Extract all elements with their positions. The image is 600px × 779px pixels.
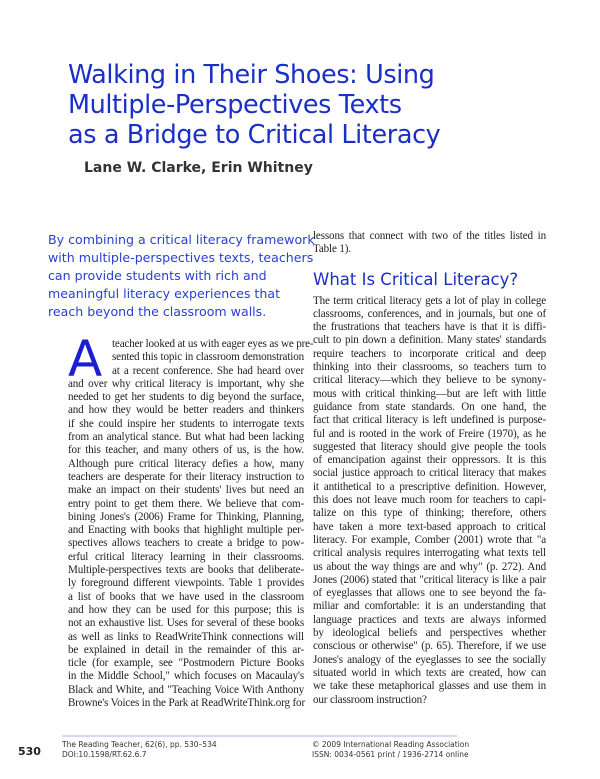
body-line: make an impact on their students' lives but need an — [68, 484, 304, 497]
body-line: critical analysis requires interrogating what texts tell — [313, 547, 546, 560]
body-line: from an analytical stance. But what had been lacking — [68, 431, 304, 444]
title-line: Walking in Their Shoes: Using — [68, 60, 435, 90]
body-line: fact that critical literacy is left undefined is purpose- — [313, 414, 546, 427]
footer-copyright — [312, 740, 469, 760]
body-line: Jones (2006) stated that "critical literacy is like a pair — [313, 573, 546, 586]
body-line: Black and White, and "Teaching Voice With Anthony — [68, 683, 304, 696]
body-line: erful critical literacy learning in their classrooms. — [68, 550, 304, 563]
intro-abstract — [48, 231, 315, 321]
body-line: Jones's analogy of the eyeglasses to see the socially — [313, 653, 546, 666]
body-line: teacher looked at us with eager eyes as we pre- — [112, 338, 314, 350]
body-line: classrooms, conferences, and in journals, but one of — [313, 307, 546, 320]
body-line: miliar and comfortable: it is an understanding that — [313, 600, 546, 613]
body-line: guidance from state standards. On one hand, the — [313, 400, 546, 413]
body-line: we take these metaphorical glasses and use them in — [313, 680, 546, 693]
left-column-body — [68, 338, 314, 710]
body-line: cult to pin down a definition. Many states' standards — [313, 334, 546, 347]
body-line: in the Middle School," which focuses on Macaulay's — [68, 670, 304, 683]
body-line: critical literacy—which they believe to be synony- — [313, 374, 546, 387]
body-line: us about the way things are and why" (p. 272). And — [313, 560, 546, 573]
body-line: entry point to get them there. We believe that com- — [68, 497, 304, 510]
body-line: and how they can be used for this purpose; this is — [68, 603, 304, 616]
title-line: as a Bridge to Critical Literacy — [68, 120, 441, 150]
body-line: teachers are desperate for their literacy instruction to — [68, 470, 304, 483]
body-line: ful and is rooted in the work of Freire (1970), as he — [313, 427, 546, 440]
right-column — [313, 230, 546, 707]
body-line: literacy. For example, Comber (2001) wrote that "a — [313, 533, 546, 546]
body-line: ticle (for example, see "Postmodern Picture Books — [68, 657, 304, 670]
body-line: be explained in detail in the remainder of this ar- — [68, 643, 304, 656]
drop-cap: A — [68, 330, 103, 388]
body-line: suggested that literacy should give people the tools — [313, 440, 546, 453]
right-column-body — [313, 295, 546, 707]
body-line: social justice approach to critical literacy that makes — [313, 467, 546, 480]
body-line: mous with critical thinking—but are left with little — [313, 387, 546, 400]
body-line: and how they would be better readers and thinkers — [68, 404, 304, 417]
body-line: Browne's Voices in the Park at ReadWriteThink.org for — [68, 697, 305, 710]
page-number: 530 — [18, 745, 41, 758]
body-line: the frustrations that teachers have is that it is diffi- — [313, 321, 546, 334]
copyright: © 2009 International Reading Association — [312, 740, 470, 749]
issn: ISSN: 0034-0561 print / 1936-2714 online — [312, 750, 469, 759]
body-line: sented this topic in classroom demonstration — [112, 351, 304, 364]
body-line: at a recent conference. She had heard over — [112, 364, 304, 377]
intro-line: can provide students with rich and — [48, 268, 267, 283]
body-line: and over why critical literacy is important, why she — [68, 377, 304, 390]
body-line: not an exhaustive list. Uses for several of these books — [68, 617, 304, 630]
body-line: lessons that connect with two of the titles listed in — [313, 230, 546, 242]
intro-line: reach beyond the classroom walls. — [48, 304, 267, 319]
footer-rule — [62, 735, 457, 737]
body-line: The term critical literacy gets a lot of play in college — [313, 294, 546, 307]
body-line: our classroom instruction? — [313, 693, 427, 706]
body-line: by ideological beliefs and perspectives whether — [313, 627, 546, 640]
body-line: spectives allows teachers to create a bridge to pow- — [68, 537, 304, 550]
body-line: this does not leave much room for teachers to capi- — [313, 494, 546, 507]
authors: Lane W. Clarke, Erin Whitney — [84, 160, 313, 176]
body-line: language practices and texts are always informed — [313, 613, 546, 626]
body-line: thinking into their classrooms, so teachers turn to — [313, 361, 546, 374]
body-line: Multiple-perspectives texts are books that deliberate- — [68, 564, 304, 577]
body-line: bining Jones's (2006) Frame for Thinking, Planning, — [68, 510, 304, 523]
body-line: ly foreground different viewpoints. Table 1 provides — [68, 577, 304, 590]
body-line: it antithetical to a prescriptive definition. However, — [313, 480, 546, 493]
body-line: Table 1). — [313, 243, 351, 256]
body-line: of emancipation against their oppressors. It is this — [313, 454, 546, 467]
intro-line: meaningful literacy experiences that — [48, 286, 281, 301]
body-line: a list of books that we have used in the classroom — [68, 590, 304, 603]
body-line: situated world in which texts are created, how can — [313, 666, 546, 679]
body-line: of eyeglasses that allows one to see beyond the fa- — [313, 587, 546, 600]
footer-citation — [62, 740, 217, 760]
body-line: and Enacting with books that highlight multiple per- — [68, 524, 304, 537]
body-line: for this teacher, and many others of us, is the how. — [68, 444, 304, 457]
body-line: talize on this type of thinking; therefore, others — [313, 507, 546, 520]
title-line: Multiple-Perspectives Texts — [68, 90, 402, 120]
body-line: have taken a more text-based approach to critical — [313, 520, 546, 533]
body-line: Although pure critical literacy defies a how, many — [68, 457, 304, 470]
intro-line: By combining a critical literacy framework — [48, 232, 315, 247]
body-line: require teachers to incorporate critical and deep — [313, 347, 546, 360]
intro-line: with multiple-perspectives texts, teachers — [48, 250, 314, 265]
body-line: if she could inspire her students to interrogate texts — [68, 417, 304, 430]
article-title — [68, 60, 548, 150]
section-heading: What Is Critical Literacy? — [313, 269, 519, 289]
body-line: needed to get her students to dig beyond the surface, — [68, 391, 304, 404]
doi: DOI:10.1598/RT.62.6.7 — [62, 750, 147, 759]
body-line: conscious or otherwise" (p. 65). Therefore, if we use — [313, 640, 546, 653]
journal-citation: The Reading Teacher, 62(6), pp. 530–534 — [62, 740, 217, 749]
body-line: as well as links to ReadWriteThink connections will — [68, 630, 304, 643]
